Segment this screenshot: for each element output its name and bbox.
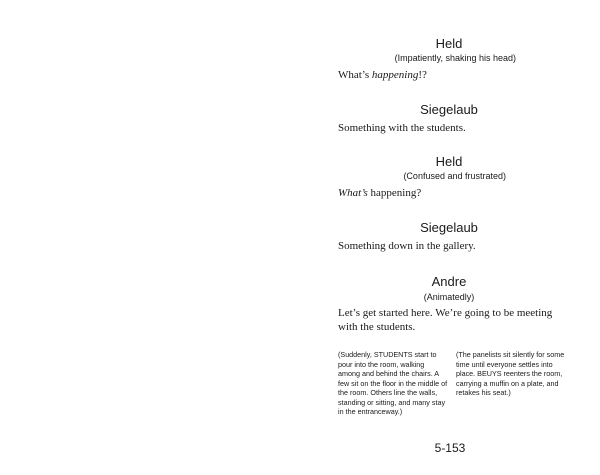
speaker-name: Andre (431, 274, 467, 289)
dialogue-line (338, 186, 560, 200)
dialogue-line: Something down in the gallery. (338, 240, 476, 252)
stage-note-left: (Suddenly, STUDENTS start to pour into the room, walking among and behind the chairs. A few sit on the floor in the middle of the room. Others line the walls, standing or sitting, and many stay in the entranceway.) (338, 350, 448, 416)
speaker-name: Siegelaub (420, 220, 478, 235)
stage-direction: (Confused and frustrated) (403, 171, 506, 181)
page-number: 5-153 (434, 441, 466, 455)
speaker-name: Held (435, 36, 463, 51)
speaker-name: Siegelaub (420, 102, 478, 117)
dialogue-emphasis: happening (371, 69, 419, 81)
speaker-name: Held (435, 154, 463, 169)
stage-direction: (Impatiently, shaking his head) (394, 53, 516, 63)
dialogue-text: What’s (338, 69, 372, 81)
dialogue-emphasis: What’s (338, 187, 368, 199)
dialogue-line (338, 68, 560, 82)
dialogue-text: !? (418, 69, 427, 81)
dialogue-text: happening? (367, 187, 422, 199)
stage-direction: (Animatedly) (423, 292, 475, 302)
stage-note-right: (The panelists sit silently for some time until everyone settles into place. BEUYS reenters the room, carrying a muffin on a plate, and retakes his seat.) (456, 350, 565, 397)
dialogue-line: Something with the students. (338, 122, 466, 134)
dialogue-line: Let’s get started here. We’re going to be meeting with the students. (338, 307, 553, 333)
